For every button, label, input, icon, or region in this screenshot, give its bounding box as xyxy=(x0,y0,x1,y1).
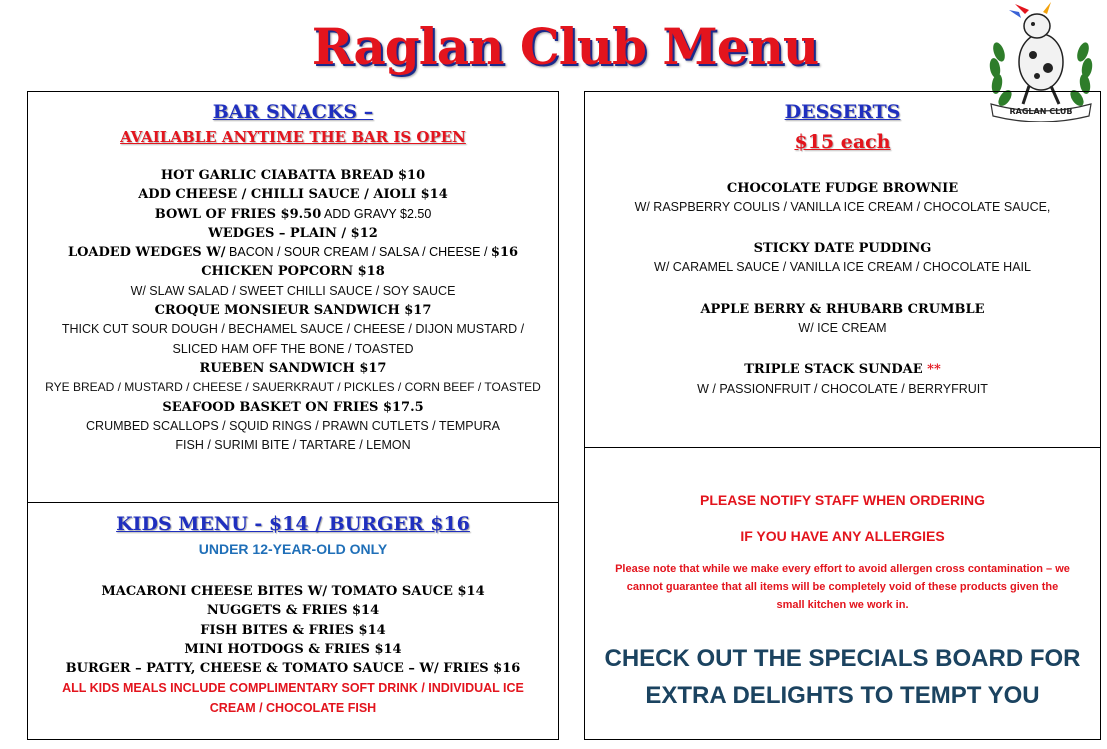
allergy-notice-line: PLEASE NOTIFY STAFF WHEN ORDERING xyxy=(700,492,985,508)
menu-item-name: LOADED WEDGES W/ xyxy=(67,245,226,261)
menu-item-description: FISH / SURIMI BITE / TARTARE / LEMON xyxy=(175,438,411,453)
logo-caption: RAGLAN CLUB xyxy=(1009,107,1073,116)
menu-item: ADD CHEESE / CHILLI SAUCE / AIOLI $14 xyxy=(138,187,448,203)
menu-item-price: $16 xyxy=(490,245,519,261)
kids-meal-note: ALL KIDS MEALS INCLUDE COMPLIMENTARY SOFT DRINK / INDIVIDUAL ICE xyxy=(62,681,524,696)
desserts-section xyxy=(584,91,1101,448)
kids-meal-note: CREAM / CHOCOLATE FISH xyxy=(209,701,377,716)
menu-item xyxy=(28,243,558,262)
menu-item-name: BOWL OF FRIES $9.50 xyxy=(154,206,322,222)
bar-snacks-heading: BAR SNACKS – xyxy=(212,101,374,123)
menu-item: CROQUE MONSIEUR SANDWICH $17 xyxy=(154,303,432,319)
desserts-heading: DESSERTS xyxy=(784,101,901,123)
menu-item: BURGER – PATTY, CHEESE & TOMATO SAUCE – W/ FRIES $16 xyxy=(65,661,521,677)
dessert-description: W/ CARAMEL SAUCE / VANILLA ICE CREAM / CHOCOLATE HAIL xyxy=(654,260,1031,274)
bar-snacks-section xyxy=(27,91,559,503)
kids-menu-list xyxy=(28,582,558,718)
menu-item xyxy=(28,205,558,224)
menu-item-description: THICK CUT SOUR DOUGH / BECHAMEL SAUCE / CHEESE / DIJON MUSTARD / xyxy=(61,322,525,337)
dessert-description: W/ ICE CREAM xyxy=(798,321,887,335)
menu-item-description: CRUMBED SCALLOPS / SQUID RINGS / PRAWN CUTLETS / TEMPURA xyxy=(86,418,500,433)
menu-item: SEAFOOD BASKET ON FRIES $17.5 xyxy=(162,399,424,415)
kids-menu-section xyxy=(27,502,559,740)
menu-item: MACARONI CHEESE BITES W/ TOMATO SAUCE $14 xyxy=(101,584,485,599)
menu-item: HOT GARLIC CIABATTA BREAD $10 xyxy=(160,168,426,183)
bar-snacks-subheading: AVAILABLE ANYTIME THE BAR IS OPEN xyxy=(120,128,466,146)
menu-item-addon: ADD GRAVY $2.50 xyxy=(321,206,432,221)
menu-item: MINI HOTDOGS & FRIES $14 xyxy=(184,641,402,657)
dessert-item: CHOCOLATE FUDGE BROWNIE xyxy=(726,181,959,196)
dessert-item xyxy=(585,360,1100,379)
menu-item-description: W/ SLAW SALAD / SWEET CHILLI SAUCE / SOY SAUCE xyxy=(130,283,456,298)
allergy-notice-line: IF YOU HAVE ANY ALLERGIES xyxy=(740,528,945,544)
specials-board-message: CHECK OUT THE SPECIALS BOARD FOR xyxy=(604,645,1081,672)
dessert-item-mark: ** xyxy=(927,362,941,377)
menu-item: WEDGES – PLAIN / $12 xyxy=(208,225,378,241)
kids-menu-heading: KIDS MENU - $14 / BURGER $16 xyxy=(116,513,470,535)
allergy-fine-print: small kitchen we work in. xyxy=(776,599,909,611)
dessert-item-name: TRIPLE STACK SUNDAE xyxy=(744,362,923,377)
dessert-description: W/ RASPBERRY COULIS / VANILLA ICE CREAM / CHOCOLATE SAUCE, xyxy=(634,200,1051,214)
menu-item-description: SLICED HAM OFF THE BONE / TOASTED xyxy=(172,341,414,356)
menu-item: NUGGETS & FRIES $14 xyxy=(206,603,380,619)
page-title: Raglan Club Menu xyxy=(311,17,819,76)
allergy-fine-print: cannot guarantee that all items will be completely void of these products given the xyxy=(626,581,1059,593)
notice-section xyxy=(584,447,1101,740)
menu-item: FISH BITES & FRIES $14 xyxy=(200,622,386,638)
specials-board-message: EXTRA DELIGHTS TO TEMPT YOU xyxy=(645,682,1040,709)
dessert-item: APPLE BERRY & RHUBARB CRUMBLE xyxy=(700,302,985,317)
bar-snacks-list xyxy=(28,166,558,455)
allergy-fine-print: Please note that while we make every effort to avoid allergen cross contamination – we xyxy=(615,563,1070,575)
menu-item-description: RYE BREAD / MUSTARD / CHEESE / SAUERKRAUT / PICKLES / CORN BEEF / TOASTED xyxy=(45,380,541,395)
dessert-item: STICKY DATE PUDDING xyxy=(753,241,932,256)
desserts-price: $15 each xyxy=(794,131,891,153)
dessert-description: W / PASSIONFRUIT / CHOCOLATE / BERRYFRUIT xyxy=(697,382,988,396)
menu-item: RUEBEN SANDWICH $17 xyxy=(199,360,387,376)
menu-item-description: BACON / SOUR CREAM / SALSA / CHEESE / xyxy=(225,245,491,260)
kids-menu-subheading: UNDER 12-YEAR-OLD ONLY xyxy=(198,541,388,557)
menu-item: CHICKEN POPCORN $18 xyxy=(201,264,385,280)
